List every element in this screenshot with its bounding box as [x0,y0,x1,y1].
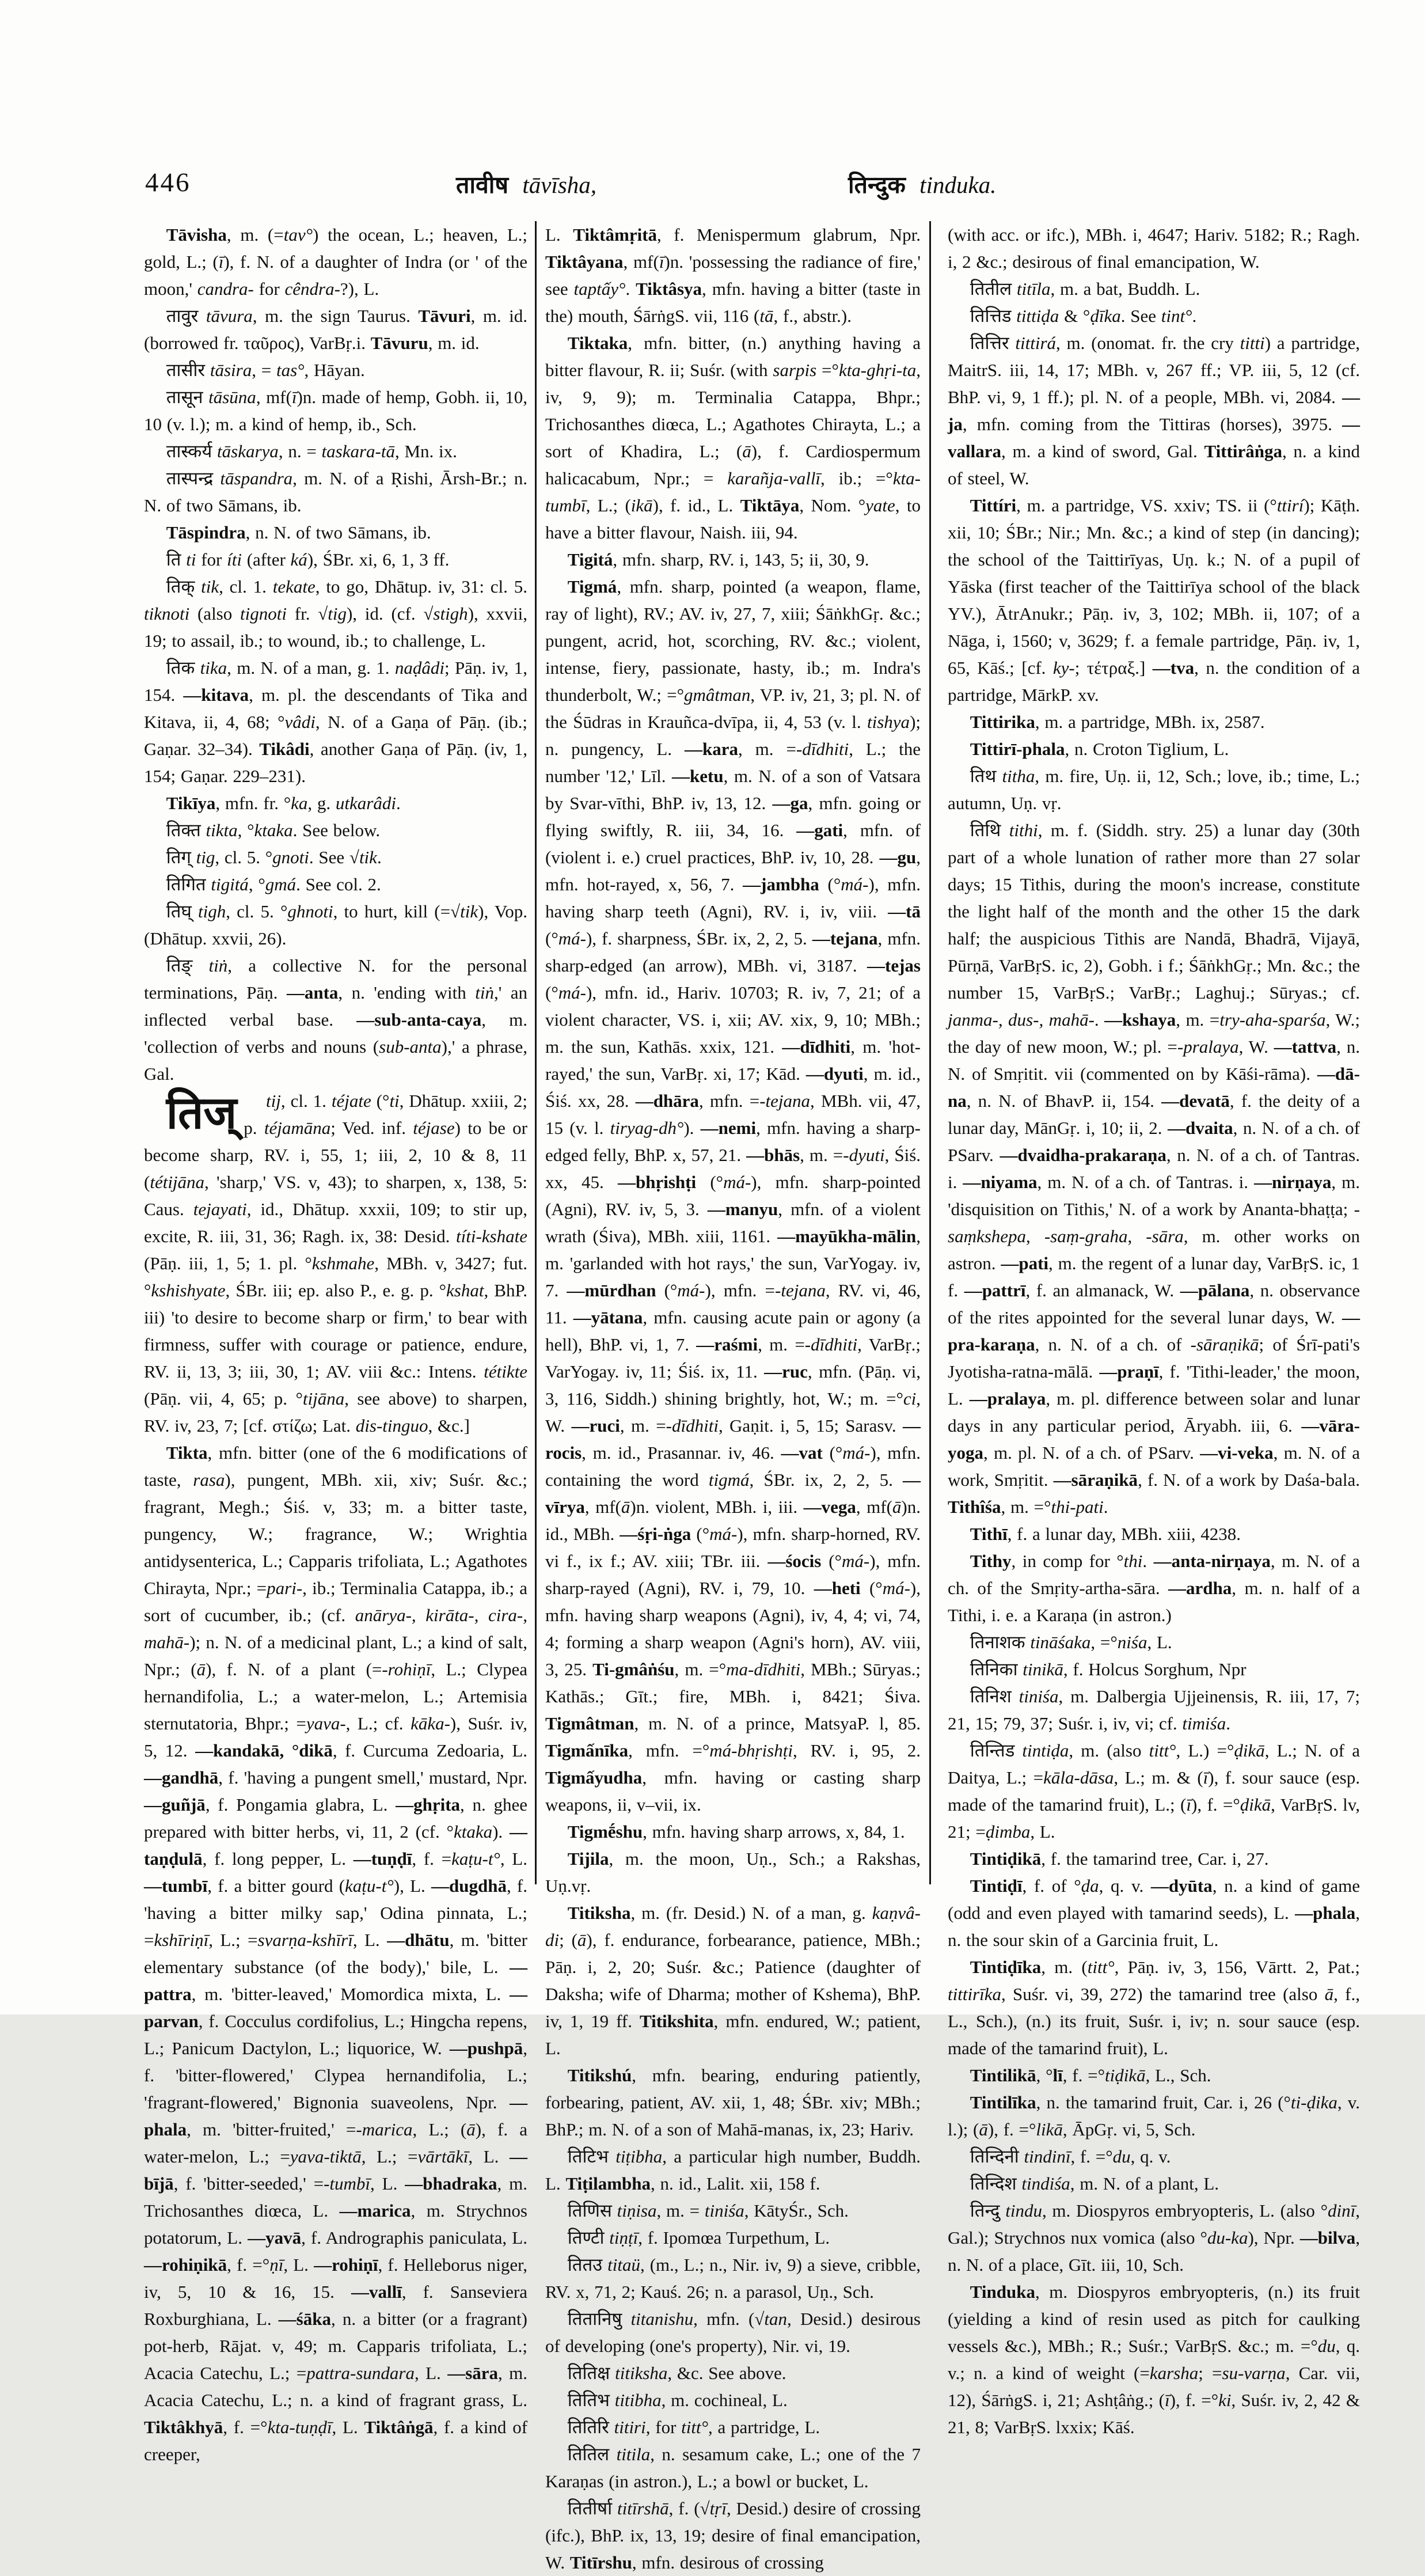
entry-paragraph: Tinduka, m. Diospyros embryopteris, (n.) its fruit (yielding a kind of resin used as pitch for caulking vessels &c.), MBh.; R.; Suśr.; VarBṛS. &c.; m. =°du, q. v.; n. a kind of weight (=karsha; =su-varṇa, Car. vii, 12), ŚārṅgS. i, 21; Ashṭâṅg.; (ī), f. =°ki, Suśr. iv, 2, 42 & 21, 8; VarBṛS. lxxix; Kāś. [948,2282,1360,2437]
entry-paragraph: Tāspindra, n. N. of two Sāmans, ib. [166,522,431,542]
entry-paragraph: Titikshú, mfn. bearing, enduring patiently, forbearing, patient, AV. xii, 1, 48; ŚBr. xiv; MBh.; BhP.; m. N. of a son of Mahā-manas, ix, 23; Hariv. [545,2065,921,2139]
entry-paragraph: तितिरि titiri, for titt°, a partridge, L. [567,2417,820,2437]
entry-paragraph: तिनिश tiniśa, m. Dalbergia Ujjeinensis, R. iii, 17, 7; 21, 15; 79, 37; Suśr. i, iv, vi; cf. timiśa. [948,1686,1360,1733]
entry-paragraph: तितिल titila, n. sesamum cake, L.; one of the 7 Karaṇas (in astron.), L.; a bowl or bucket, L. [545,2444,921,2491]
entry-paragraph: Tintilikā, °lī, f. =°tiḍikā, L., Sch. [970,2065,1211,2085]
entry-paragraph: तिग् tig, cl. 5. °gnoti. See √tik. [166,847,382,867]
entry-paragraph: तिक् tik, cl. 1. tekate, to go, Dhātup. iv, 31: cl. 5. tiknoti (also tignoti fr. √tig), id. (cf. √stigh), xxvii, 19; to assail, ib.; to wound, ib.; to challenge, L. [144,576,528,651]
entry-paragraph: Tittíri, m. a partridge, VS. xxiv; TS. ii (°ttirí); Kāṭh. xii, 10; ŚBr.; Nir.; Mn. &c.; a kind of step (in dancing); the school of the Taittirīyas, Uṇ. k.; N. of a pupil of Yāska (first teacher of the Taittirīya school of the black YV.), ĀtrAnukr.; Pāṇ. iv, 3, 102; MBh. ii, 107; of a Nāga, i, 1560; v, 3629; f. a female partridge, Pāṇ. iv, 1, 65, Kāś.; [cf. ky-; τέτραξ.] —tva, n. the condition of a partridge, MārkP. xv. [948,495,1360,705]
entry-paragraph: Tigitá, mfn. sharp, RV. i, 143, 5; ii, 30, 9. [567,549,869,570]
entry-paragraph: Tintiḍīka, m. (titt°, Pāṇ. iv, 3, 156, Vārtt. 2, Pat.; tittirīka, Suśr. vi, 39, 272) the tamarind tree (also ā, f., L., Sch.), (n.) its fruit, Suśr. i, iv; n. sour sauce (esp. made of the tamarind fruit), L. [948,1957,1361,2058]
entry-paragraph: Tikta, mfn. bitter (one of the 6 modifications of taste, rasa), pungent, MBh. xii, xiv; Suśr. &c.; fragrant, Megh.; Śiś. v, 33; m. a bitter taste, pungency, W.; fragrance, W.; Wrightia antidysenterica, L.; Capparis trifoliata, L.; Agathotes Chirayta, Npr.; =pari-, ib.; Terminalia Catappa, ib.; a sort of cucumber, ib.; (cf. anārya-, kirāta-, cira-, mahā-); n. N. of a medicinal plant, L.; a kind of salt, Npr.; (ā), f. N. of a plant (=-rohiṇī, L.; Clypea hernandifolia, L.; a water-melon, L.; Artemisia sternutatoria, Bhpr.; =yava-, L.; cf. kāka-), Suśr. iv, 5, 12. —kandakā, °dikā, f. Curcuma Zedoaria, L. —gandhā, f. 'having a pungent smell,' mustard, Npr. —guñjā, f. Pongamia glabra, L. —ghṛita, n. ghee prepared with bitter herbs, vi, 11, 2 (cf. °ktaka). —taṇḍulā, f. long pepper, L. —tuṇḍī, f. =kaṭu-t°, L. —tumbī, f. a bitter gourd (kaṭu-t°), L. —dugdhā, f. 'having a bitter milky sap,' Odina pinnata, L.; =kshīriṇī, L.; =svarṇa-kshīrī, L. —dhātu, m. 'bitter elementary substance (of the body),' bile, L. —pattra, m. 'bitter-leaved,' Momordica mixta, L. —parvan, f. Cocculus cordifolius, L.; Hingcha repens, L.; Panicum Dactylon, L.; liquorice, W. —pushpā, f. 'bitter-flowered,' Clypea hernandifolia, L.; 'fragrant-flowered,' Bignonia suaveolens, Npr. —phala, m. 'bitter-fruited,' =-marica, L.; (ā), f. a water-melon, L.; =yava-tiktā, L.; =vārtākī, L. —bījā, f. 'bitter-seeded,' =-tumbī, L. —bhadraka, m. Trichosanthes diœca, L. —marica, m. Strychnos potatorum, L. —yavā, f. Andrographis paniculata, L. —rohiṇikā, f. =°ṇī, L. —rohiṇī, f. Helleborus niger, iv, 5, 10 & 16, 15. —vallī, f. Sanseviera Roxburghiana, L. —śāka, n. a bitter (or a fragrant) pot-herb, Rājat. v, 49; m. Capparis trifoliata, L.; Acacia Catechu, L.; =pattra-sundara, L. —sāra, m. Acacia Catechu, L.; n. a kind of fragrant grass, L. Tiktâkhyā, f. =°kta-tuṇḍī, L. Tiktâṅgā, f. a kind of creeper, [144,1443,528,2464]
entry-paragraph: Titiksha, m. (fr. Desid.) N. of a man, g. kaṇvâ-di; (ā), f. endurance, forbearance, patience, MBh.; Pāṇ. i, 2, 20; Suśr. &c.; Patience (daughter of Daksha; wife of Dharma; mother of Kshema), BhP. iv, 1, 19 ff. Titikshita, mfn. endured, W.; patient, L. [545,1903,921,2058]
entry-paragraph: तितील titīla, m. a bat, Buddh. L. [970,279,1200,299]
entry-paragraph: Tikīya, mfn. fr. °ka, g. utkarâdi. [166,793,401,813]
entry-paragraph: तिघ् tigh, cl. 5. °ghnoti, to hurt, kill (=√tik), Vop. (Dhātup. xxvii, 26). [144,901,527,949]
entry-paragraph: तितीर्षा titīrshā, f. (√tṛī, Desid.) desire of crossing (ifc.), BhP. ix, 13, 19; desire of final emancipation, W. Titīrshu, mfn. desirous of crossing [545,2498,921,2573]
entry-paragraph: Tigmá, mfn. sharp, pointed (a weapon, flame, ray of light), RV.; AV. iv, 27, 7, xiii; ŚāṅkhGṛ. &c.; pungent, acrid, hot, scorching, RV. &c.; violent, intense, fiery, passionate, hasty, ib.; m. Indra's thunderbolt, W.; =°gmâtman, VP. iv, 21, 3; pl. N. of the Śūdras in Krauñca-dvīpa, ii, 4, 53 (v. l. tishya); n. pungency, L. —kara, m. =-dīdhiti, L.; the number '12,' Līl. —ketu, m. N. of a son of Vatsara by Svar-vīthi, BhP. iv, 13, 12. —ga, mfn. going or flying swiftly, R. iii, 34, 16. —gati, mfn. of (violent i. e.) cruel practices, BhP. iv, 10, 28. —gu, mfn. hot-rayed, x, 56, 7. —jambha (°má-), mfn. having sharp teeth (Agni), RV. i, iv, viii. —tā (°má-), f. sharpness, ŚBr. ix, 2, 2, 5. —tejana, mfn. sharp-edged (an arrow), MBh. vi, 3187. —tejas (°má-), mfn. id., Hariv. 10703; R. iv, 7, 21; of a violent character, VS. i, xii; AV. xix, 9, 10; MBh.; m. the sun, Kathās. xxix, 121. —dīdhiti, m. 'hot-rayed,' the sun, VarBṛ. xi, 17; Kād. —dyuti, m. id., Śiś. xx, 28. —dhāra, mfn. =-tejana, MBh. vii, 47, 15 (v. l. tiryag-dh°). —nemi, mfn. having a sharp-edged felly, BhP. x, 57, 21. —bhās, m. =-dyuti, Śiś. xx, 45. —bhṛishṭi (°má-), mfn. sharp-pointed (Agni), RV. iv, 5, 3. —manyu, mfn. of a violent wrath (Śiva), MBh. xiii, 1161. —mayūkha-mālin, m. 'garlanded with hot rays,' the sun, VarYogay. iv, 7. —mūrdhan (°má-), mfn. =-tejana, RV. vi, 46, 11. —yātana, mfn. causing acute pain or agony (a hell), BhP. vi, 1, 7. —raśmi, m. =-dīdhiti, VarBṛ.; VarYogay. iv, 11; Śiś. ix, 11. —ruc, mfn. (Pāṇ. vi, 3, 116, Siddh.) shining brightly, hot, W.; m. =°ci, W. —ruci, m. =-dīdhiti, Gaṇit. i, 5, 15; Sarasv. —rocis, m. id., Prasannar. iv, 46. —vat (°má-), mfn. containing the word tigmá, ŚBr. ix, 2, 2, 5. —vīrya, mf(ā)n. violent, MBh. i, iii. —vega, mf(ā)n. id., MBh. —śṛi-ṅga (°má-), mfn. sharp-horned, RV. vi f., ix f.; AV. xiii; TBr. iii. —śocis (°má-), mfn. sharp-rayed (Agni), RV. i, 79, 10. —heti (°má-), mfn. having sharp weapons (Agni), iv, 4, 4; vi, 74, 4; forming a sharp weapon (Agni's horn), AV. viii, 3, 25. Ti-gmâṅśu, m. =°ma-dīdhiti, MBh.; Sūryas.; Kathās.; Gīt.; fire, MBh. i, 8421; Śiva. Tigmâtman, m. N. of a prince, MatsyaP. l, 85. Tigmấnīka, mfn. =°má-bhṛishṭi, RV. i, 95, 2. Tigmấyudha, mfn. having or casting sharp weapons, ii, v–vii, ix. [545,576,921,1815]
entry-paragraph: तासीर tāsira, = tas°, Hāyan. [166,360,365,380]
entry-paragraph: तितिक्ष titiksha, &c. See above. [567,2363,786,2383]
entry-paragraph: Tiktaka, mfn. bitter, (n.) anything having a bitter flavour, R. ii; Suśr. (with sarpis =°kta-ghṛi-ta, iv, 9, 9); m. Terminalia Catappa, Bhpr.; Trichosanthes diœca, L.; Agathotes Chirayta, L.; a sort of Khadira, L.; (ā), f. Cardiospermum halicacabum, Npr.; = karañja-vallī, ib.; =°kta-tumbī, L.; (ikā), f. id., L. Tiktāya, Nom. °yate, to have a bitter flavour, Naish. iii, 94. [545,333,921,542]
column-divider-2 [929,221,931,1884]
guide-word-left-roman: tāvīsha, [522,172,597,198]
entry-paragraph: तिणिस tiṇisa, m. = tiniśa, KātyŚr., Sch. [567,2201,849,2221]
entry-paragraph: Tithy, in comp for °thi. —anta-nirṇaya, m. N. of a ch. of the Smṛity-artha-sāra. —ardha, m. n. half of a Tithi, i. e. a Karaṇa (in astron.) [948,1551,1361,1625]
entry-paragraph: तित्तिर tittirá, m. (onomat. fr. the cry titti) a partridge, MaitrS. iii, 14, 17; MBh. v, 267 ff.; VP. iii, 5, 12 (cf. BhP. vi, 9, 1 ff.); pl. N. of a people, MBh. vi, 2084. —ja, mfn. coming from the Tittiras (horses), 3975. —vallara, m. a kind of sword, Gal. Tittirâṅga, n. a kind of steel, W. [948,333,1361,488]
entry-paragraph: तिटिभ tiṭibha, a particular high number, Buddh. L. Tiṭilambha, n. id., Lalit. xii, 158 f. [545,2146,921,2194]
guide-word-left [456,168,596,200]
text-column-2 [545,221,921,2576]
entry-paragraph: तितिभ titibha, m. cochineal, L. [567,2390,788,2410]
entry-paragraph: तिक्त tikta, °ktaka. See below. [166,820,381,840]
entry-paragraph: तिन्तिड tintiḍa, m. (also titt°, L.) =°ḍikā, L.; N. of a Daitya, L.; =kāla-dāsa, L.; m. & (ī), f. sour sauce (esp. made of the tamarind fruit), L.; (ī), f. =°ḍikā, VarBṛS. lv, 21; =ḍimba, L. [948,1740,1360,1842]
entry-paragraph: तिन्दिनी tindinī, f. =°du, q. v. [970,2146,1171,2167]
entry-paragraph: Tintiḍikā, f. the tamarind tree, Car. i, 27. [970,1849,1269,1869]
devanagari-dropcap: तिज् [166,1088,237,1138]
entry-paragraph: तिनाशक tināśaka, =°niśa, L. [970,1632,1172,1652]
entry-paragraph: Tittirika, m. a partridge, MBh. ix, 2587. [970,712,1265,732]
entry-paragraph: तासून tāsūna, mf(ī)n. made of hemp, Gobh. ii, 10, 10 (v. l.); m. a kind of hemp, ib., Sch. [144,387,527,434]
text-column-3 [948,221,1360,2441]
entry-paragraph: Tittirī-phala, n. Croton Tiglium, L. [970,739,1229,759]
column-divider-1 [535,221,537,1884]
text-column-1 [144,221,527,2468]
guide-word-right-roman: tinduka. [919,172,997,198]
entry-paragraph: Tāvisha, m. (=tav°) the ocean, L.; heaven, L.; gold, L.; (ī), f. N. of a daughter of Indra (or ' of the moon,' candra- for cêndra-?), L. [144,225,527,299]
entry-paragraph: तिथ titha, m. fire, Uṇ. ii, 12, Sch.; love, ib.; time, L.; autumn, Uṇ. vṛ. [948,766,1360,813]
entry-paragraph: तिन्दिश tindiśa, m. N. of a plant, L. [970,2173,1219,2194]
entry-paragraph: तितानिषु titanishu, mfn. (√tan, Desid.) desirous of developing (one's property), Nir. vi, 19. [545,2309,921,2356]
entry-paragraph: तिज् tij, cl. 1. téjate (°ti, Dhātup. xxiii, 2; p. téjamāna; Ved. inf. téjase) to be or become sharp, RV. i, 55, 1; iii, 2, 10 & 8, 11 (tétijāna, 'sharp,' VS. v, 43); to sharpen, x, 138, 5: Caus. tejayati, id., Dhātup. xxxii, 109; to stir up, excite, R. iii, 31, 36; Ragh. ix, 38: Desid. títi-kshate (Pāṇ. iii, 1, 5; 1. pl. °kshmahe, MBh. v, 3427; fut. °kshishyate, ŚBr. iii; ep. also P., e. g. p. °kshat, BhP. iii) 'to desire to become sharp or firm,' to bear with firmness, suffer with courage or patience, endure, RV. ii, 13, 3; iii, 30, 1; AV. viii &c.: Intens. tétikte (Pāṇ. vii, 4, 65; p. °tijāna, see above) to sharpen, RV. iv, 23, 7; [cf. στίζω; Lat. dis-tinguo, &c.] [144,1088,528,1436]
entry-paragraph: तास्पन्द्र tāspandra, m. N. of a Ṛishi, Ārsh-Br.; n. N. of two Sāmans, ib. [144,468,527,515]
entry-paragraph: तितउ titaü, (m., L.; n., Nir. iv, 9) a sieve, cribble, RV. x, 71, 2; Kauś. 26; n. a parasol, Uṇ., Sch. [545,2255,921,2302]
entry-paragraph: (with acc. or ifc.), MBh. i, 4647; Hariv. 5182; R.; Ragh. i, 2 &c.; desirous of final emancipation, W. [948,225,1360,272]
page-number: 446 [145,168,191,198]
entry-paragraph: तिथि tithi, m. f. (Siddh. stry. 25) a lunar day (30th part of a whole lunation of rather more than 27 solar days; 15 Tithis, during the moon's increase, constitute the light half of the month and the other 15 the dark half; the auspicious Tithis are Nandā, Bhadrā, Vijayā, Pūrṇā, VarBṛS. ic, 2), Gobh. i f.; ŚāṅkhGṛ.; Mn. &c.; the number 15, VarBṛS.; VarBṛ.; Laghuj.; Sūryas.; cf. janma-, dus-, mahā-. —kshaya, m. =try-aha-sparśa, W.; the day of new moon, W.; pl. =-pralaya, W. —tattva, n. N. of Smṛitit. vii (commented on by Kāśi-rāma). —dā-na, n. N. of BhavP. ii, 154. —devatā, f. the deity of a lunar day, MānGṛ. i, 10; ii, 2. —dvaita, n. N. of a ch. of PSarv. —dvaidha-prakaraṇa, n. N. of a ch. of Tantras. i. —niyama, m. N. of a ch. of Tantras. i. —nirṇaya, m. 'disquisition on Tithis,' N. of a work by Ananta-bhaṭṭa; -saṃkshepa, -saṃ-graha, -sāra, m. other works on astron. —pati, m. the regent of a lunar day, VarBṛS. ic, 1 f. —pattrī, f. an almanack, W. —pālana, n. observance of the rites appointed for the several lunar days, W. —pra-karaṇa, n. N. of a ch. of -sāraṇikā; of Śrī-pati's Jyotisha-ratna-mālā. —praṇī, f. 'Tithi-leader,' the moon, L. —pralaya, m. pl. difference between solar and lunar days in any particular period, Āryabh. iii, 6. —vāra-yoga, m. pl. N. of a ch. of PSarv. —vi-veka, m. N. of a work, Smṛitit. —sāraṇikā, f. N. of a work by Daśa-bala. Tithîśa, m. =°thi-pati. [948,820,1361,1517]
entry-paragraph: ति ti for íti (after ká), ŚBr. xi, 6, 1, 3 ff. [166,549,450,570]
entry-paragraph: तिन्दु tindu, m. Diospyros embryopteris, L. (also °dinī, Gal.); Strychnos nux vomica (also °du-ka), Npr. —bilva, n. N. of a place, Gīt. iii, 10, Sch. [948,2201,1360,2275]
entry-paragraph: Tijila, m. the moon, Uṇ., Sch.; a Rakshas, Uṇ.vṛ. [545,1849,921,1896]
entry-paragraph: तित्तिड tittiḍa & °ḍīka. See tint°. [970,306,1197,326]
guide-word-left-devanagari: तावीष [456,172,509,198]
entry-paragraph: तिङ् tiṅ, a collective N. for the personal terminations, Pāṇ. —anta, n. 'ending with tiṅ,' an inflected verbal base. —sub-anta-caya, m. 'collection of verbs and nouns (sub-anta),' a phrase, Gal. [144,955,527,1084]
entry-paragraph: तिनिका tinikā, f. Holcus Sorghum, Npr [970,1659,1247,1679]
entry-paragraph: तिक tika, m. N. of a man, g. 1. naḍâdi; Pāṇ. iv, 1, 154. —kitava, m. pl. the descendants of Tika and Kitava, ii, 4, 68; °vâdi, N. of a Gaṇa of Pāṇ. (ib.; Gaṇar. 32–34). Tikâdi, another Gaṇa of Pāṇ. (iv, 1, 154; Gaṇar. 229–231). [144,658,528,786]
entry-paragraph: तिगित tigitá, °gmá. See col. 2. [166,874,381,894]
entry-paragraph: तास्कर्य tāskarya, n. = taskara-tā, Mn. ix. [166,441,457,461]
entry-paragraph: तावुर tāvura, m. the sign Taurus. Tāvuri, m. id. (borrowed fr. ταῦρος), VarBṛ.i. Tāvuru, m. id. [144,306,527,353]
guide-word-right-devanagari: तिन्दुक [848,172,906,198]
guide-word-right [848,168,996,200]
entry-paragraph: Tintiḍī, f. of °ḍa, q. v. —dyūta, n. a kind of game (odd and even played with tamarind seeds), L. —phala, n. the sour skin of a Garcinia fruit, L. [948,1876,1360,1950]
entry-paragraph: Tithī, f. a lunar day, MBh. xiii, 4238. [970,1524,1241,1544]
entry-paragraph: Tintilīka, n. the tamarind fruit, Car. i, 26 (°ti-ḍika, v. l.); (ā), f. =°likā, ĀpGṛ. vi, 5, Sch. [948,2092,1360,2139]
entry-paragraph: Tigmḗshu, mfn. having sharp arrows, x, 84, 1. [567,1822,905,1842]
entry-paragraph: L. Tiktâmṛitā, f. Menispermum glabrum, Npr. Tiktâyana, mf(ī)n. 'possessing the radiance of fire,' see taptấy°. Tiktâsya, mfn. having a bitter (taste in the) mouth, ŚārṅgS. vii, 116 (tā, f., abstr.). [545,225,921,326]
entry-paragraph: तिण्टी tiṇṭī, f. Ipomœa Turpethum, L. [567,2228,830,2248]
